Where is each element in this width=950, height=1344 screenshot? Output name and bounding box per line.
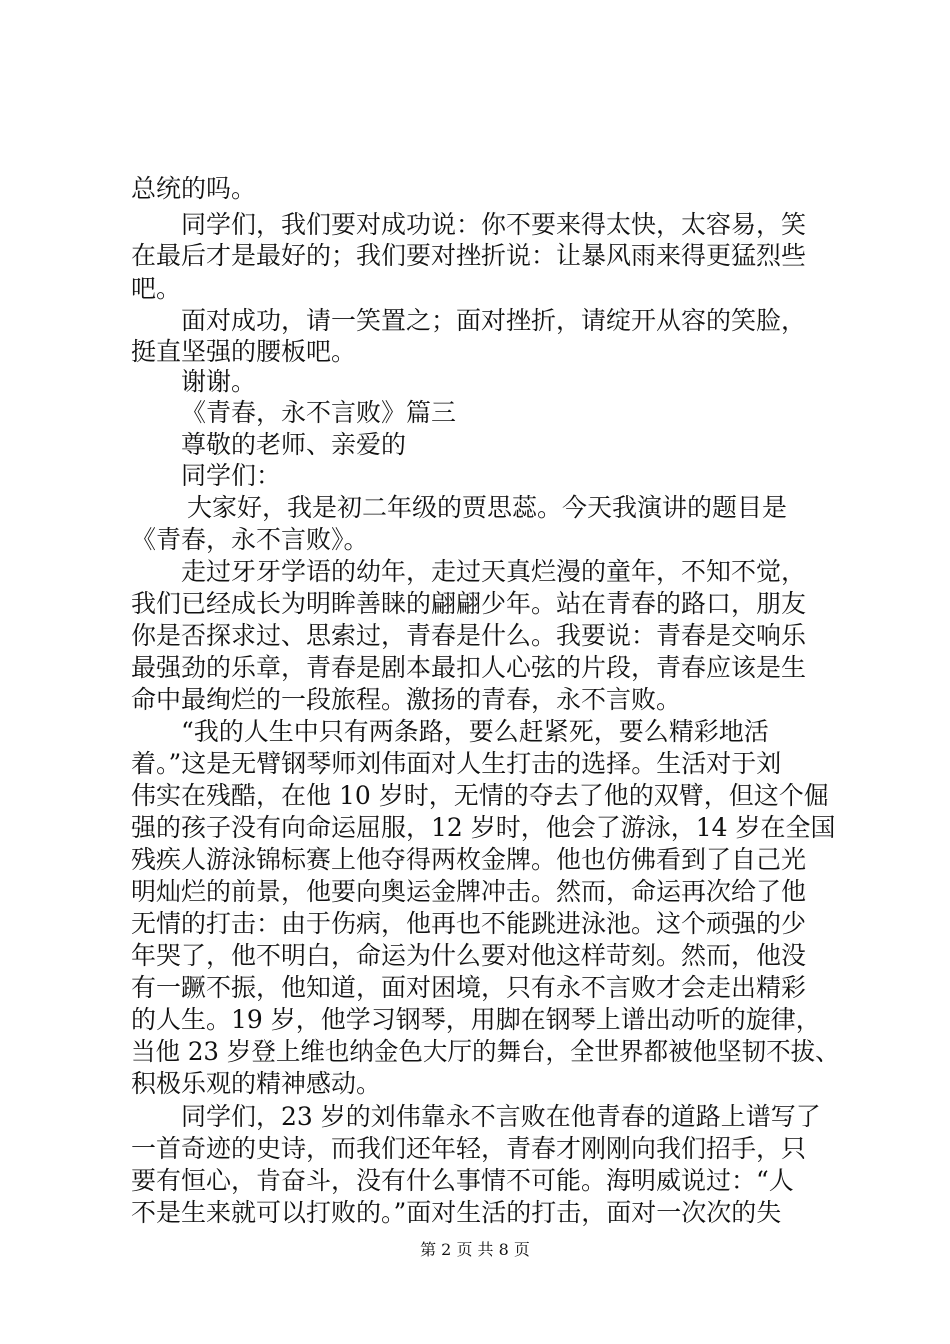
text-line: “我的人生中只有两条路，要么赶紧死，要么精彩地活 — [181, 717, 769, 746]
text-line: 你是否探求过、思索过，青春是什么。我要说：青春是交响乐 — [131, 621, 807, 650]
text-line: 不是生来就可以打败的。”面对生活的打击，面对一次次的失 — [131, 1198, 782, 1227]
text-line: 当他 23 岁登上维也纳金色大厅的舞台，全世界都被他坚韧不拔、 — [131, 1037, 840, 1066]
text-line: 要有恒心，肯奋斗，没有什么事情不可能。海明威说过：“人 — [131, 1166, 794, 1195]
text-line: 命中最绚烂的一段旅程。激扬的青春，永不言败。 — [131, 685, 682, 714]
text-line: 积极乐观的精神感动。 — [131, 1069, 382, 1098]
text-line: 谢谢。 — [181, 367, 257, 396]
text-line: 无情的打击：由于伤病，他再也不能跳进泳池。这个顽强的少 — [131, 909, 807, 938]
text-line: 我们已经成长为明眸善睐的翩翩少年。站在青春的路口，朋友 — [131, 589, 807, 618]
text-line: 大家好，我是初二年级的贾思蕊。今天我演讲的题目是 — [187, 493, 788, 522]
text-line: 有一蹶不振，他知道，面对困境，只有永不言败才会走出精彩 — [131, 973, 807, 1002]
text-line: 挺直坚强的腰板吧。 — [131, 337, 357, 366]
text-line: 最强劲的乐章，青春是剧本最扣人心弦的片段，青春应该是生 — [131, 653, 807, 682]
text-line: 同学们，23 岁的刘伟靠永不言败在他青春的道路上谱写了 — [181, 1102, 821, 1131]
text-line: 《青春，永不言败》篇三 — [181, 398, 457, 427]
text-line: 年哭了，他不明白，命运为什么要对他这样苛刻。然而，他没 — [131, 941, 807, 970]
text-line: 明灿烂的前景，他要向奥运金牌冲击。然而，命运再次给了他 — [131, 877, 807, 906]
text-line: 总统的吗。 — [131, 174, 257, 203]
text-line: 《青春，永不言败》。 — [131, 525, 369, 554]
text-line: 在最后才是最好的；我们要对挫折说：让暴风雨来得更猛烈些 — [131, 241, 807, 270]
text-line: 强的孩子没有向命运屈服，12 岁时，他会了游泳，14 岁在全国 — [131, 813, 836, 842]
text-line: 同学们，我们要对成功说：你不要来得太快，太容易，笑 — [181, 210, 807, 239]
text-line: 着。”这是无臂钢琴师刘伟面对人生打击的选择。生活对于刘 — [131, 749, 782, 778]
page-footer: 第 2 页 共 8 页 — [420, 1240, 530, 1259]
text-line: 面对成功，请一笑置之；面对挫折，请绽开从容的笑脸， — [181, 306, 807, 335]
text-line: 伟实在残酷，在他 10 岁时，无情的夺去了他的双臂，但这个倔 — [131, 781, 829, 810]
text-line: 尊敬的老师、亲爱的 — [181, 430, 407, 459]
text-line: 一首奇迹的史诗，而我们还年轻，青春才刚刚向我们招手，只 — [131, 1134, 807, 1163]
text-line: 走过牙牙学语的幼年，走过天真烂漫的童年，不知不觉， — [181, 557, 807, 586]
text-line: 残疾人游泳锦标赛上他夺得两枚金牌。他也仿佛看到了自己光 — [131, 845, 807, 874]
text-line: 同学们： — [181, 461, 282, 490]
text-line: 的人生。19 岁，他学习钢琴，用脚在钢琴上谱出动听的旋律， — [131, 1005, 821, 1034]
text-line: 吧。 — [131, 274, 182, 303]
